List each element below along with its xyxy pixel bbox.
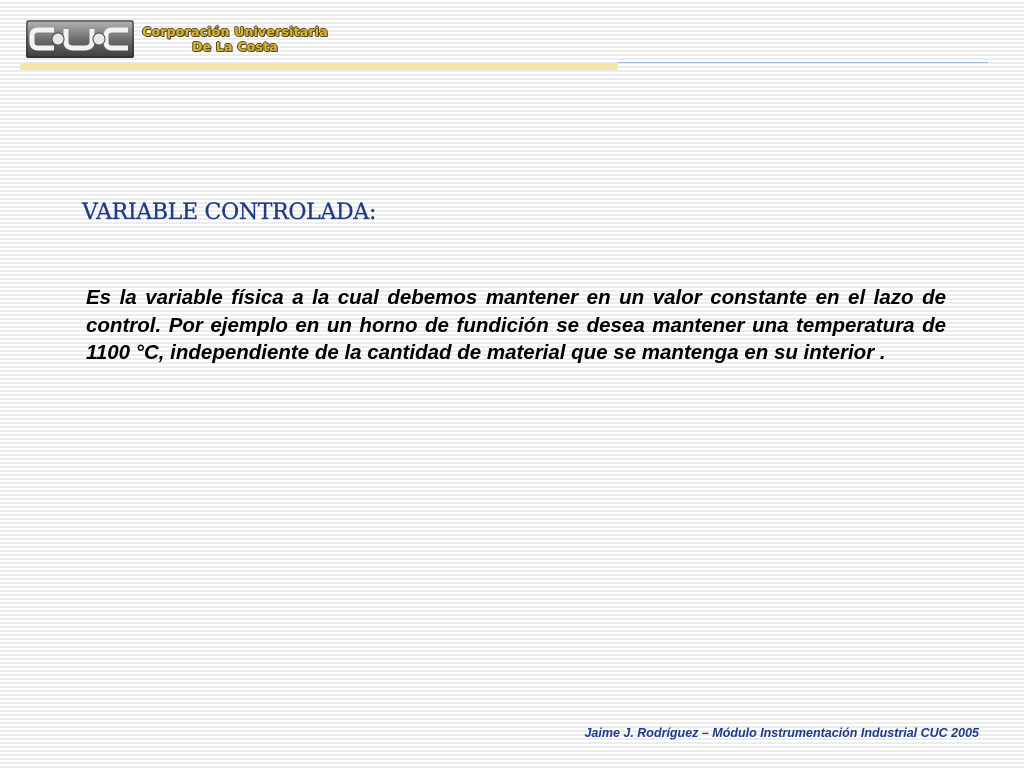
- slide-title: VARIABLE CONTROLADA:: [82, 200, 377, 225]
- cuc-logo-icon: [26, 20, 134, 58]
- org-name-line1: Corporación Universitaria: [142, 24, 328, 39]
- org-name: [140, 24, 330, 54]
- org-name-line2: De La Costa: [192, 39, 278, 54]
- footer-credit: Jaime J. Rodríguez – Módulo Instrumentación Industrial CUC 2005: [584, 726, 979, 740]
- slide-header: [0, 0, 1024, 70]
- slide-body-text: Es la variable física a la cual debemos mantener en un valor constante en el lazo de control. Por ejemplo en un horno de fundición se desea mantener una temperatura de 1100 °C, independiente de la cantidad de material que se mantenga en su interior .: [86, 286, 946, 364]
- header-rule-yellow: [20, 63, 618, 70]
- header-rule-blue: [618, 62, 988, 63]
